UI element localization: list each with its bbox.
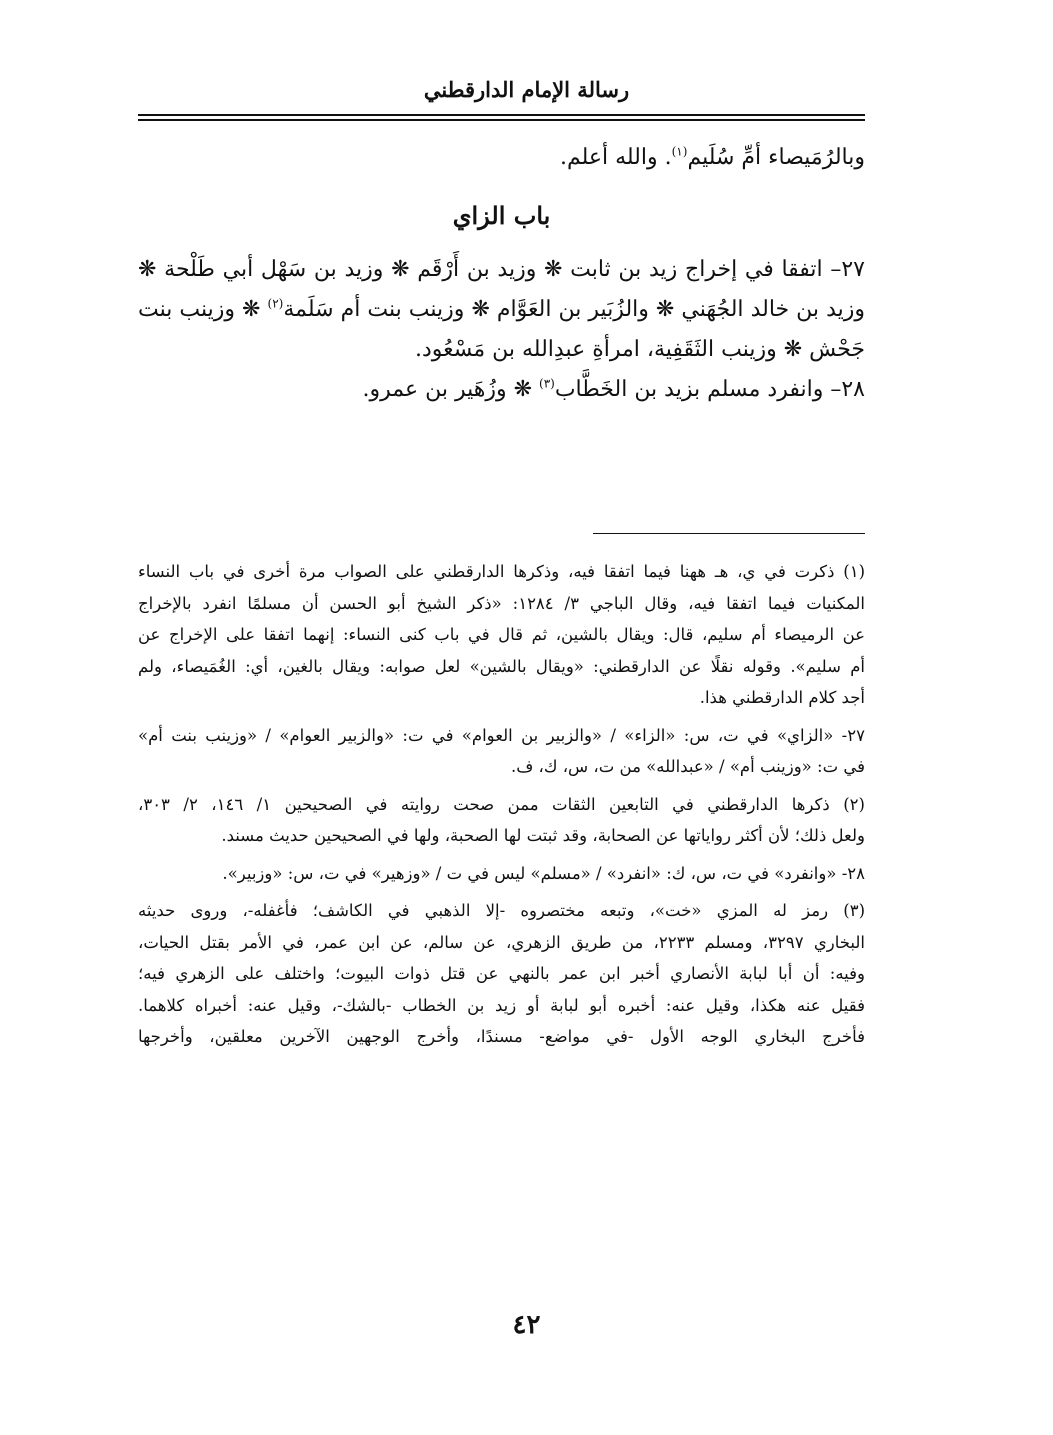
footnote-ref-2[interactable]: (٢) xyxy=(267,296,284,311)
entry-27-line-3: جَحْش ❋ وزينب الثَقَفِية، امرأةِ عبدِالله بن مَسْعُود. xyxy=(414,337,865,362)
variant-note-28 xyxy=(138,858,865,890)
footnote-line: (١) ذكرت في ي، هـ ههنا فيما اتفقا فيه، وذكرها الدارقطني على الصواب مرة أخرى في باب النساء xyxy=(138,562,865,581)
header-rule-second xyxy=(138,119,865,121)
entry-27-line-2: وزيد بن خالد الجُهَني ❋ والزُبَير بن العَوَّام ❋ وزينب بنت أم سَلَمة$^{(٢)}$ ❋ وزينب بنت xyxy=(138,296,865,322)
footnote-line: المكنيات فيما اتفقا فيه، وقال الباجي ٣/ ١٢٨٤: «ذكر الشيخ أبو الحسن أن مسلمًا انفرد بالإخراج xyxy=(138,593,865,613)
footnote-ref-3[interactable]: (٣) xyxy=(539,376,555,391)
chapter-title: باب الزاي xyxy=(452,201,551,230)
page-number: ٤٢ xyxy=(512,1310,541,1340)
footnote-line: أجد كلام الدارقطني هذا. xyxy=(699,688,865,707)
intro-line: وبالرُمَيصاء أمِّ سُلَيم$^{(١)}$. والله أعلم. xyxy=(559,144,865,170)
footnotes xyxy=(138,556,865,1059)
footnote-ref-1[interactable]: (١) xyxy=(671,144,688,159)
footnote-line: أم سليم». وقوله نقلًا عن الدارقطني: «ويقال بالشين» لعل صوابه: ويقال بالغين، أي: الغُمَيصاء، ولم xyxy=(138,656,865,676)
main-text xyxy=(138,138,865,410)
footnote-separator xyxy=(593,533,865,534)
footnote-line: في ت: «وزينب أم» / «عبدالله» من ت، س، ك، ف. xyxy=(510,757,865,776)
footnote-1 xyxy=(138,556,865,714)
footnote-line: وفيه: أن أبا لبابة الأنصاري أخبر ابن عمر بالنهي عن قتل ذوات البيوت؛ واختلف على الزهري فيه؛ xyxy=(138,964,865,983)
variant-note-27 xyxy=(138,720,865,783)
footnote-3 xyxy=(138,895,865,1053)
entry-27-line-1: ٢٧– اتفقا في إخراج زيد بن ثابت ❋ وزيد بن أَرْقَم ❋ وزيد بن سَهْل أبي طَلْحة ❋ xyxy=(138,257,865,282)
header-rule xyxy=(138,114,865,116)
footnote-line: البخاري ٣٢٩٧، ومسلم ٢٢٣٣، من طريق الزهري، عن سالم، عن ابن عمر، في الأمر بقتل الحيات، xyxy=(138,932,865,952)
running-header: رسالة الإمام الدارقطني xyxy=(423,77,630,102)
footnote-line: (٢) ذكرها الدارقطني في التابعين الثقات ممن صحت روايته في الصحيحين ١/ ١٤٦، ٢/ ٣٠٣، xyxy=(138,794,865,814)
footnote-2 xyxy=(138,789,865,852)
footnote-line: فقيل عنه هكذا، وقيل عنه: أخبره أبو لبابة أو زيد بن الخطاب -بالشك-، وقيل عنه: أخبراه كلاهما. xyxy=(138,995,865,1015)
entry-28: ٢٨– وانفرد مسلم بزيد بن الخَطَّاب$^{(٣)}$ ❋ وزُهَير بن عمرو. xyxy=(362,376,865,402)
footnote-line: ٢٧- «الزاي» في ت، س: «الزاء» / «والزبير بن العوام» في ت: «والزبير العوام» / «وزينب بنت أم» xyxy=(138,725,865,745)
footnote-line: فأخرج البخاري الوجه الأول -في مواضع- مسندًا، وأخرج الوجهين الآخرين معلقين، وأخرجها xyxy=(138,1027,865,1046)
footnote-line: (٣) رمز له المزي «خت»، وتبعه مختصروه -إلا الذهبي في الكاشف؛ فأغفله-، وروى حديثه xyxy=(138,901,865,920)
footnote-line: ولعل ذلك؛ لأن أكثر رواياتها عن الصحابة، وقد ثبتت لها الصحبة، ولها في الصحيحين حديث مسند. xyxy=(221,826,865,845)
footnote-line: عن الرميصاء أم سليم، قال: ويقال بالشين، ثم قال في باب كنى النساء: إنهما اتفقا على الإخراج عن xyxy=(138,625,865,644)
footnote-line: ٢٨- «وانفرد» في ت، س، ك: «انفرد» / «مسلم» ليس في ت / «وزهير» في ت، س: «وزبير». xyxy=(222,863,865,883)
